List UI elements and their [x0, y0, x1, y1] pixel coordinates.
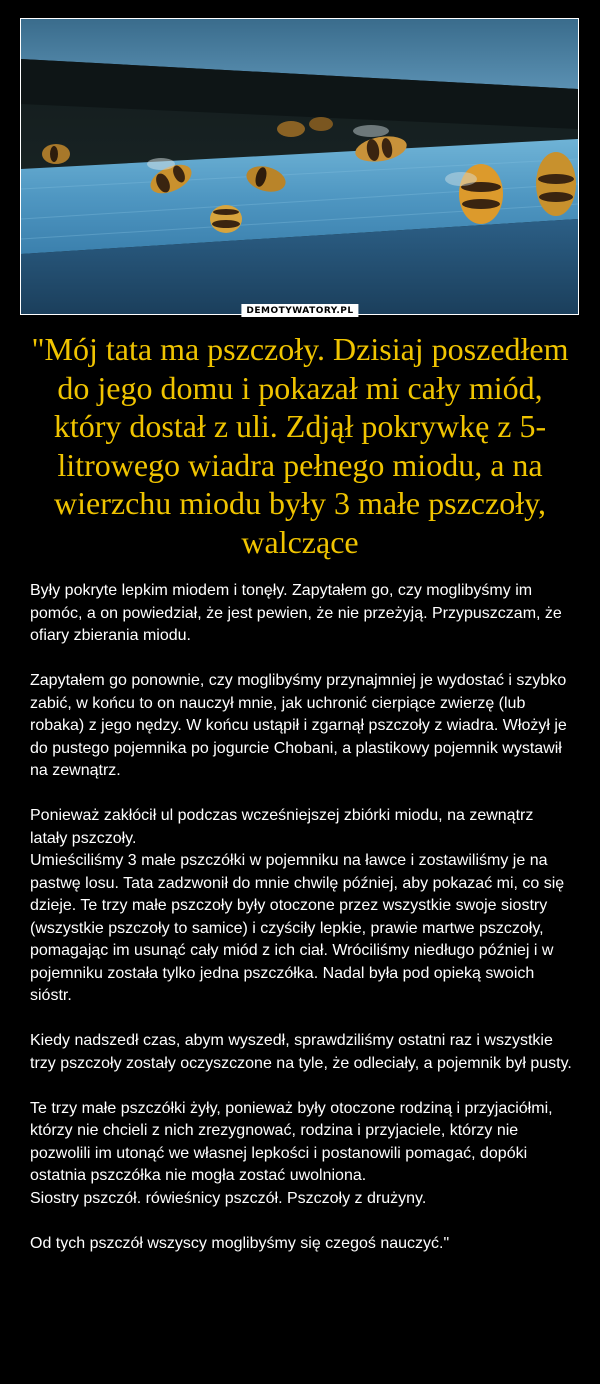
paragraph: Siostry pszczół. rówieśnicy pszczół. Pszczoły z drużyny. — [30, 1189, 427, 1207]
bee-photo — [20, 18, 579, 315]
bee-6 — [536, 152, 576, 216]
post-body — [30, 580, 575, 1255]
paragraph-spacer — [30, 1210, 575, 1233]
bee-7 — [42, 144, 70, 164]
paragraph-spacer — [30, 1008, 575, 1031]
paragraph: Te trzy małe pszczółki żyły, ponieważ były otoczone rodziną i przyjaciółmi, którzy nie chcieli z nich zrezygnować, rodzina i przyjaciele, którzy nie pozwolili im utonąć we własnej lepkości i postanowili pomagać, dopóki ostatnia pszczółka nie mogła zostać uwolniona. — [30, 1099, 553, 1184]
paragraph: Były pokryte lepkim miodem i tonęły. Zapytałem go, czy moglibyśmy im pomóc, a on powiedział, że jest pewien, że nie przeżyją. Przypuszczam, że ofiary zbierania miodu. — [30, 582, 562, 644]
paragraph-spacer — [30, 1075, 575, 1098]
paragraph: Zapytałem go ponownie, czy moglibyśmy przynajmniej je wydostać i szybko zabić, w końcu to on nauczył mnie, jak uchronić cierpiące zwierzę (lub robaka) z jego nędzy. W końcu ustąpił i zgarnął pszczoły z wiadra. Włożył je do pustego pojemnika po jogurcie Chobani, a plastikowy pojemnik wystawił na zewnątrz. — [30, 672, 567, 779]
paragraph-spacer — [30, 648, 575, 671]
watermark-badge: DEMOTYWATORY.PL — [241, 304, 358, 317]
paragraph-spacer — [30, 783, 575, 806]
bee-2 — [210, 205, 242, 233]
paragraph: Kiedy nadszedł czas, abym wyszedł, sprawdziliśmy ostatni raz i wszystkie trzy pszczoły zostały oczyszczone na tyle, że odleciały, a pojemnik był pusty. — [30, 1032, 572, 1072]
paragraph: Umieściliśmy 3 małe pszczółki w pojemniku na ławce i zostawiliśmy je na pastwę losu. Tata zadzwonił do mnie chwilę później, aby pokazać mi, co się dzieje. Te trzy małe pszczoły były otoczone przez wszystkie swoje siostry (wszystkie pszczoły to samice) i czyściły lepkie, prawie martwe pszczoły, pomagając im usunąć cały miód z ich ciał. Wróciliśmy niedługo później i w pojemniku została tylko jedna pszczółka. Nadal była pod opieką swoich sióstr. — [30, 852, 565, 1004]
bee-photo-illustration — [21, 19, 578, 314]
paragraph: Ponieważ zakłócił ul podczas wcześniejszej zbiórki miodu, na zewnątrz latały pszczoły. — [30, 807, 534, 847]
post-title: "Mój tata ma pszczoły. Dzisiaj poszedłem do jego domu i pokazał mi cały miód, który dostał z uli. Zdjął pokrywkę z 5-litrowego wiadra pełnego miodu, a na wierzchu miodu były 3 małe pszczoły, walczące — [31, 331, 569, 560]
paragraph: Od tych pszczół wszyscy moglibyśmy się czegoś nauczyć." — [30, 1234, 450, 1252]
